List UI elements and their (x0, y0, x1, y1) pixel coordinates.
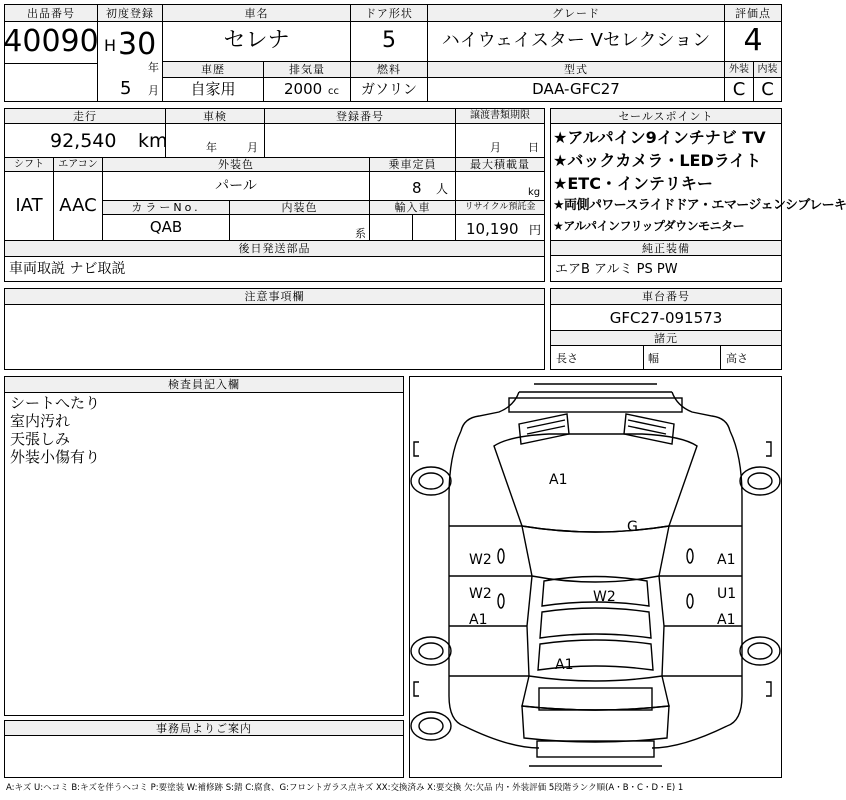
displacement-unit: cc (328, 86, 339, 97)
inspector-label: 検査員記入欄 (5, 377, 403, 393)
load-unit: kg (528, 187, 541, 198)
equipment: エアB アルミ PS PW (555, 261, 678, 277)
name-label: 車名 (163, 5, 350, 21)
ext-color: パール (215, 178, 257, 194)
displacement-label: 排気量 (264, 62, 350, 77)
int-score-label: 内装 (754, 62, 781, 77)
model: DAA-GFC27 (532, 80, 620, 98)
lot-no: 40090 (3, 24, 99, 59)
overall-score: 4 (743, 23, 763, 58)
office-label: 事務局よりご案内 (5, 721, 403, 736)
sales-point-1: ★アルパイン9インチナビ TV (553, 128, 766, 147)
inspection-label: 車検 (166, 109, 264, 123)
mark-roof: W2 (593, 589, 616, 605)
reg-no-label: 登録番号 (265, 109, 455, 123)
sales-point-2: ★バックカメラ・LEDライト (553, 151, 762, 170)
dims-label: 諸元 (551, 331, 781, 346)
sales-point-4: ★両側パワースライドドア・エマージェンシブレーキ (553, 198, 846, 213)
door-label: ドア形状 (351, 5, 427, 21)
mark-left-front-door: W2 (469, 552, 492, 568)
transfer-month-unit: 月 (490, 141, 501, 154)
grade: ハイウェイスター Vセレクション (441, 30, 711, 51)
equipment-label: 純正装備 (551, 241, 781, 256)
door-count: 5 (382, 28, 396, 53)
ext-color-label: 外装色 (103, 158, 369, 171)
later-parts: 車両取説 ナビ取説 (9, 261, 126, 277)
score-label: 評価点 (725, 5, 781, 21)
lot-no-label: 出品番号 (5, 5, 97, 21)
ext-score-label: 外装 (725, 62, 753, 77)
first-reg-year: 30 (118, 27, 157, 62)
chassis-no: GFC27-091573 (609, 308, 723, 327)
capacity-label: 乗車定員 (370, 158, 455, 171)
recycle-fee: 10,190 (466, 220, 519, 238)
mileage-unit: km (138, 130, 168, 152)
mileage: 92,540 (50, 130, 117, 152)
legend-footer: A:キズ U:ヘコミ B:キズを伴うヘコミ P:要塗装 W:補修跡 S:錆 C:腐食、G:フロントガラス点キズ XX:交換済み X:要交換 欠:欠品 内・外装評価 5段階ランク順(A・B・C・D・E) 1 (6, 783, 684, 793)
model-label: 型式 (428, 62, 724, 77)
capacity-unit: 人 (436, 182, 449, 196)
era: H (104, 36, 117, 55)
grade-label: グレード (428, 5, 724, 21)
history: 自家用 (190, 80, 236, 98)
recycle-label: リサイクル預託金 (456, 201, 544, 214)
int-score: C (761, 78, 774, 100)
height-label: 高さ (726, 352, 748, 365)
import-label: 輸入車 (370, 201, 455, 214)
mark-left-rear-door-2: A1 (469, 612, 488, 628)
mark-hood: A1 (549, 472, 568, 488)
history-label: 車歴 (163, 62, 263, 77)
shift: IAT (15, 195, 43, 216)
transfer-day-unit: 日 (528, 141, 539, 154)
capacity: 8 (412, 179, 422, 197)
width-label: 幅 (648, 352, 659, 365)
car-diagram-drawing (409, 376, 782, 778)
sales-point-3: ★ETC・インテリキー (553, 174, 713, 193)
car-name: セレナ (223, 28, 290, 53)
length-label: 長さ (556, 352, 578, 365)
fuel: ガソリン (361, 81, 417, 98)
air-conditioner: AAC (59, 195, 97, 216)
int-color-label: 内装色 (230, 201, 369, 214)
mark-right-rear-door-2: A1 (717, 612, 736, 628)
month-unit: 月 (148, 84, 159, 97)
sales-point-5: ★アルパインフリップダウンモニター (553, 219, 745, 233)
ac-label: エアコン (54, 158, 102, 171)
fuel-label: 燃料 (351, 62, 427, 77)
inspector-line-4: 外装小傷有り (10, 448, 101, 466)
first-reg-label: 初度登録 (98, 5, 162, 21)
color-no-label: カラーNo. (103, 201, 229, 214)
recycle-unit: 円 (529, 223, 542, 237)
mark-right-front-door: A1 (717, 552, 736, 568)
int-color-unit: 系 (355, 227, 366, 240)
mark-left-rear-door-1: W2 (469, 586, 492, 602)
inspector-line-2: 室内汚れ (10, 412, 71, 430)
mark-right-rear-door-1: U1 (717, 586, 737, 602)
color-no: QAB (149, 218, 183, 236)
inspector-line-3: 天張しみ (10, 430, 71, 448)
transfer-label: 譲渡書類期限 (456, 109, 544, 123)
sales-point-label: セールスポイント (551, 109, 781, 124)
load-label: 最大積載量 (456, 158, 544, 171)
mark-windshield: G (627, 519, 638, 535)
notes-label: 注意事項欄 (5, 289, 544, 305)
year-unit: 年 (148, 61, 159, 74)
mark-rear: A1 (555, 657, 574, 673)
later-parts-label: 後日発送部品 (5, 241, 544, 256)
displacement: 2000 (284, 80, 323, 98)
chassis-label: 車台番号 (551, 289, 781, 305)
inspection-month-unit: 月 (247, 141, 258, 154)
mileage-label: 走行 (5, 109, 165, 123)
first-reg-month: 5 (120, 78, 132, 99)
shift-label: シフト (5, 158, 53, 171)
inspector-line-1: シートへたり (10, 394, 101, 412)
ext-score: C (732, 78, 746, 100)
inspection-year-unit: 年 (206, 141, 217, 154)
